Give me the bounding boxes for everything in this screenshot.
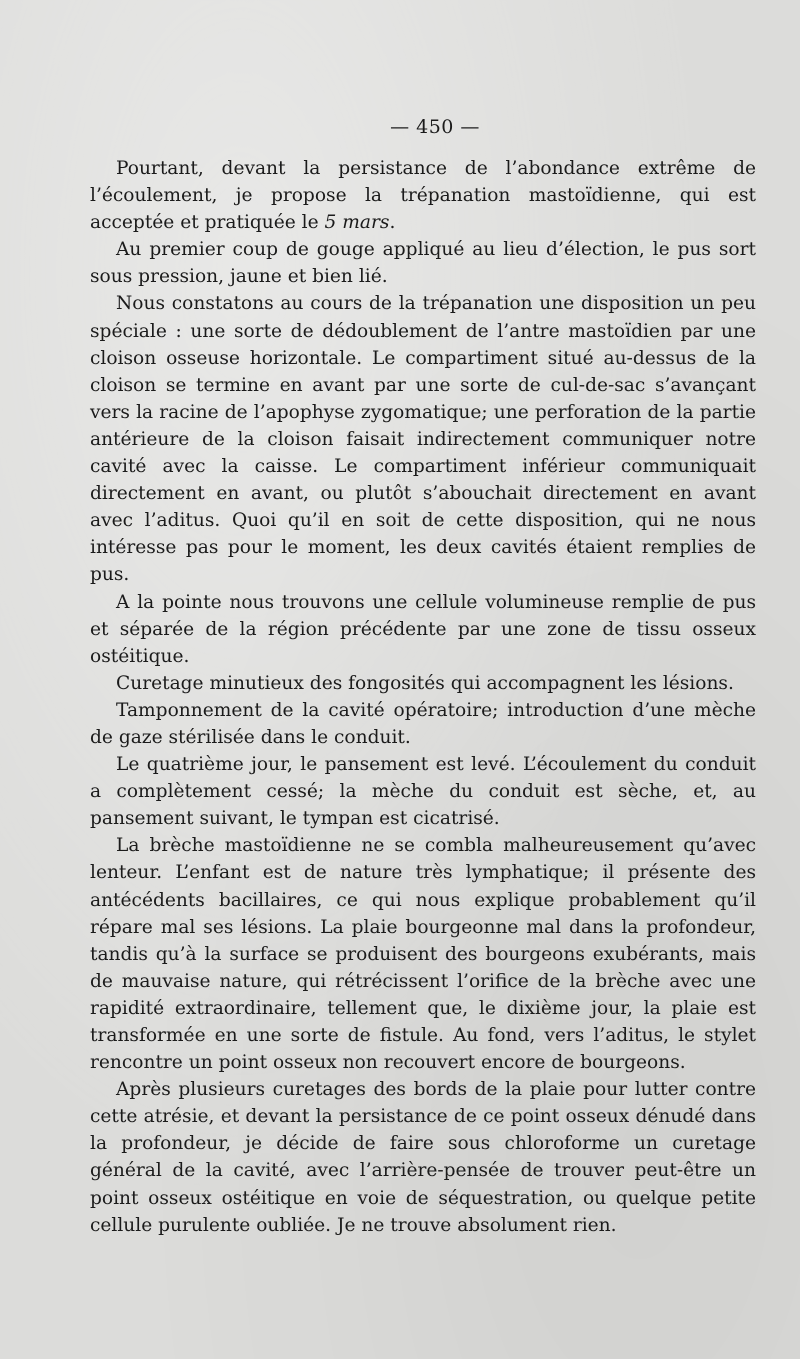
paragraph: Nous constatons au cours de la trépanation une disposition un peu spéciale : une sorte de dédoublement de l’antre mastoïdien par une cloison osseuse horizontale. Le compartiment situé au-dessus de la cloison se termine en avant par une sorte de cul-de-sac s’avançant vers la racine de l’apophyse zygomatique; une perforation de la partie antérieure de la cloison faisait indirectement communiquer notre cavité avec la caisse. Le compartiment inférieur communiquait directement en avant, ou plutôt s’abouchait directement en avant avec l’aditus. Quoi qu’il en soit de cette disposition, qui ne nous intéresse pas pour le moment, les deux cavités étaient remplies de pus. [90,293,756,586]
body-text [90,155,756,1239]
paragraph: Après plusieurs curetages des bords de la plaie pour lutter contre cette atrésie, et devant la persistance de ce point osseux dénudé dans la profondeur, je décide de faire sous chloroforme un curetage général de la cavité, avec l’arrière-pensée de trouver peut-être un point osseux ostéitique en voie de séquestration, ou quelque petite cellule purulente oubliée. Je ne trouve absolument rien. [90,1079,756,1236]
paragraph: La brèche mastoïdienne ne se combla malheureusement qu’avec lenteur. L’enfant est de nature très lymphatique; il présente des antécédents bacillaires, ce qui nous explique probablement qu’il répare mal ses lésions. La plaie bourgeonne mal dans la profondeur, tandis qu’à la surface se produisent des bourgeons exubérants, mais de mauvaise nature, qui rétrécissent l’orifice de la brèche avec une rapidité extraordinaire, tellement que, le dixième jour, la plaie est transformée en une sorte de fistule. Au fond, vers l’aditus, le stylet rencontre un point osseux non recouvert encore de bourgeons. [90,835,756,1074]
paragraph: Curetage minutieux des fongosités qui accompagnent les lésions. [116,672,734,694]
italic-date: 5 mars [324,212,390,234]
paragraph: Le quatrième jour, le pansement est levé. L’écoulement du conduit a complètement cessé; la mèche du conduit est sèche, et, au pansement suivant, le tympan est cicatrisé. [90,754,756,830]
paragraph: A la pointe nous trouvons une cellule volumineuse remplie de pus et séparée de la région précédente par une zone de tissu osseux ostéitique. [90,591,756,667]
paragraph: Au premier coup de gouge appliqué au lieu d’élection, le pus sort sous pression, jaune et bien lié. [90,239,756,288]
paragraph: Tamponnement de la cavité opératoire; introduction d’une mèche de gaze stérilisée dans le conduit. [90,699,756,748]
paragraph: Pourtant, devant la persistance de l’abondance extrême de l’écoulement, je propose la trépanation mastoïdienne, qui est acceptée et pratiquée le 5 mars. [90,158,756,234]
page-number: — 450 — [390,116,480,138]
